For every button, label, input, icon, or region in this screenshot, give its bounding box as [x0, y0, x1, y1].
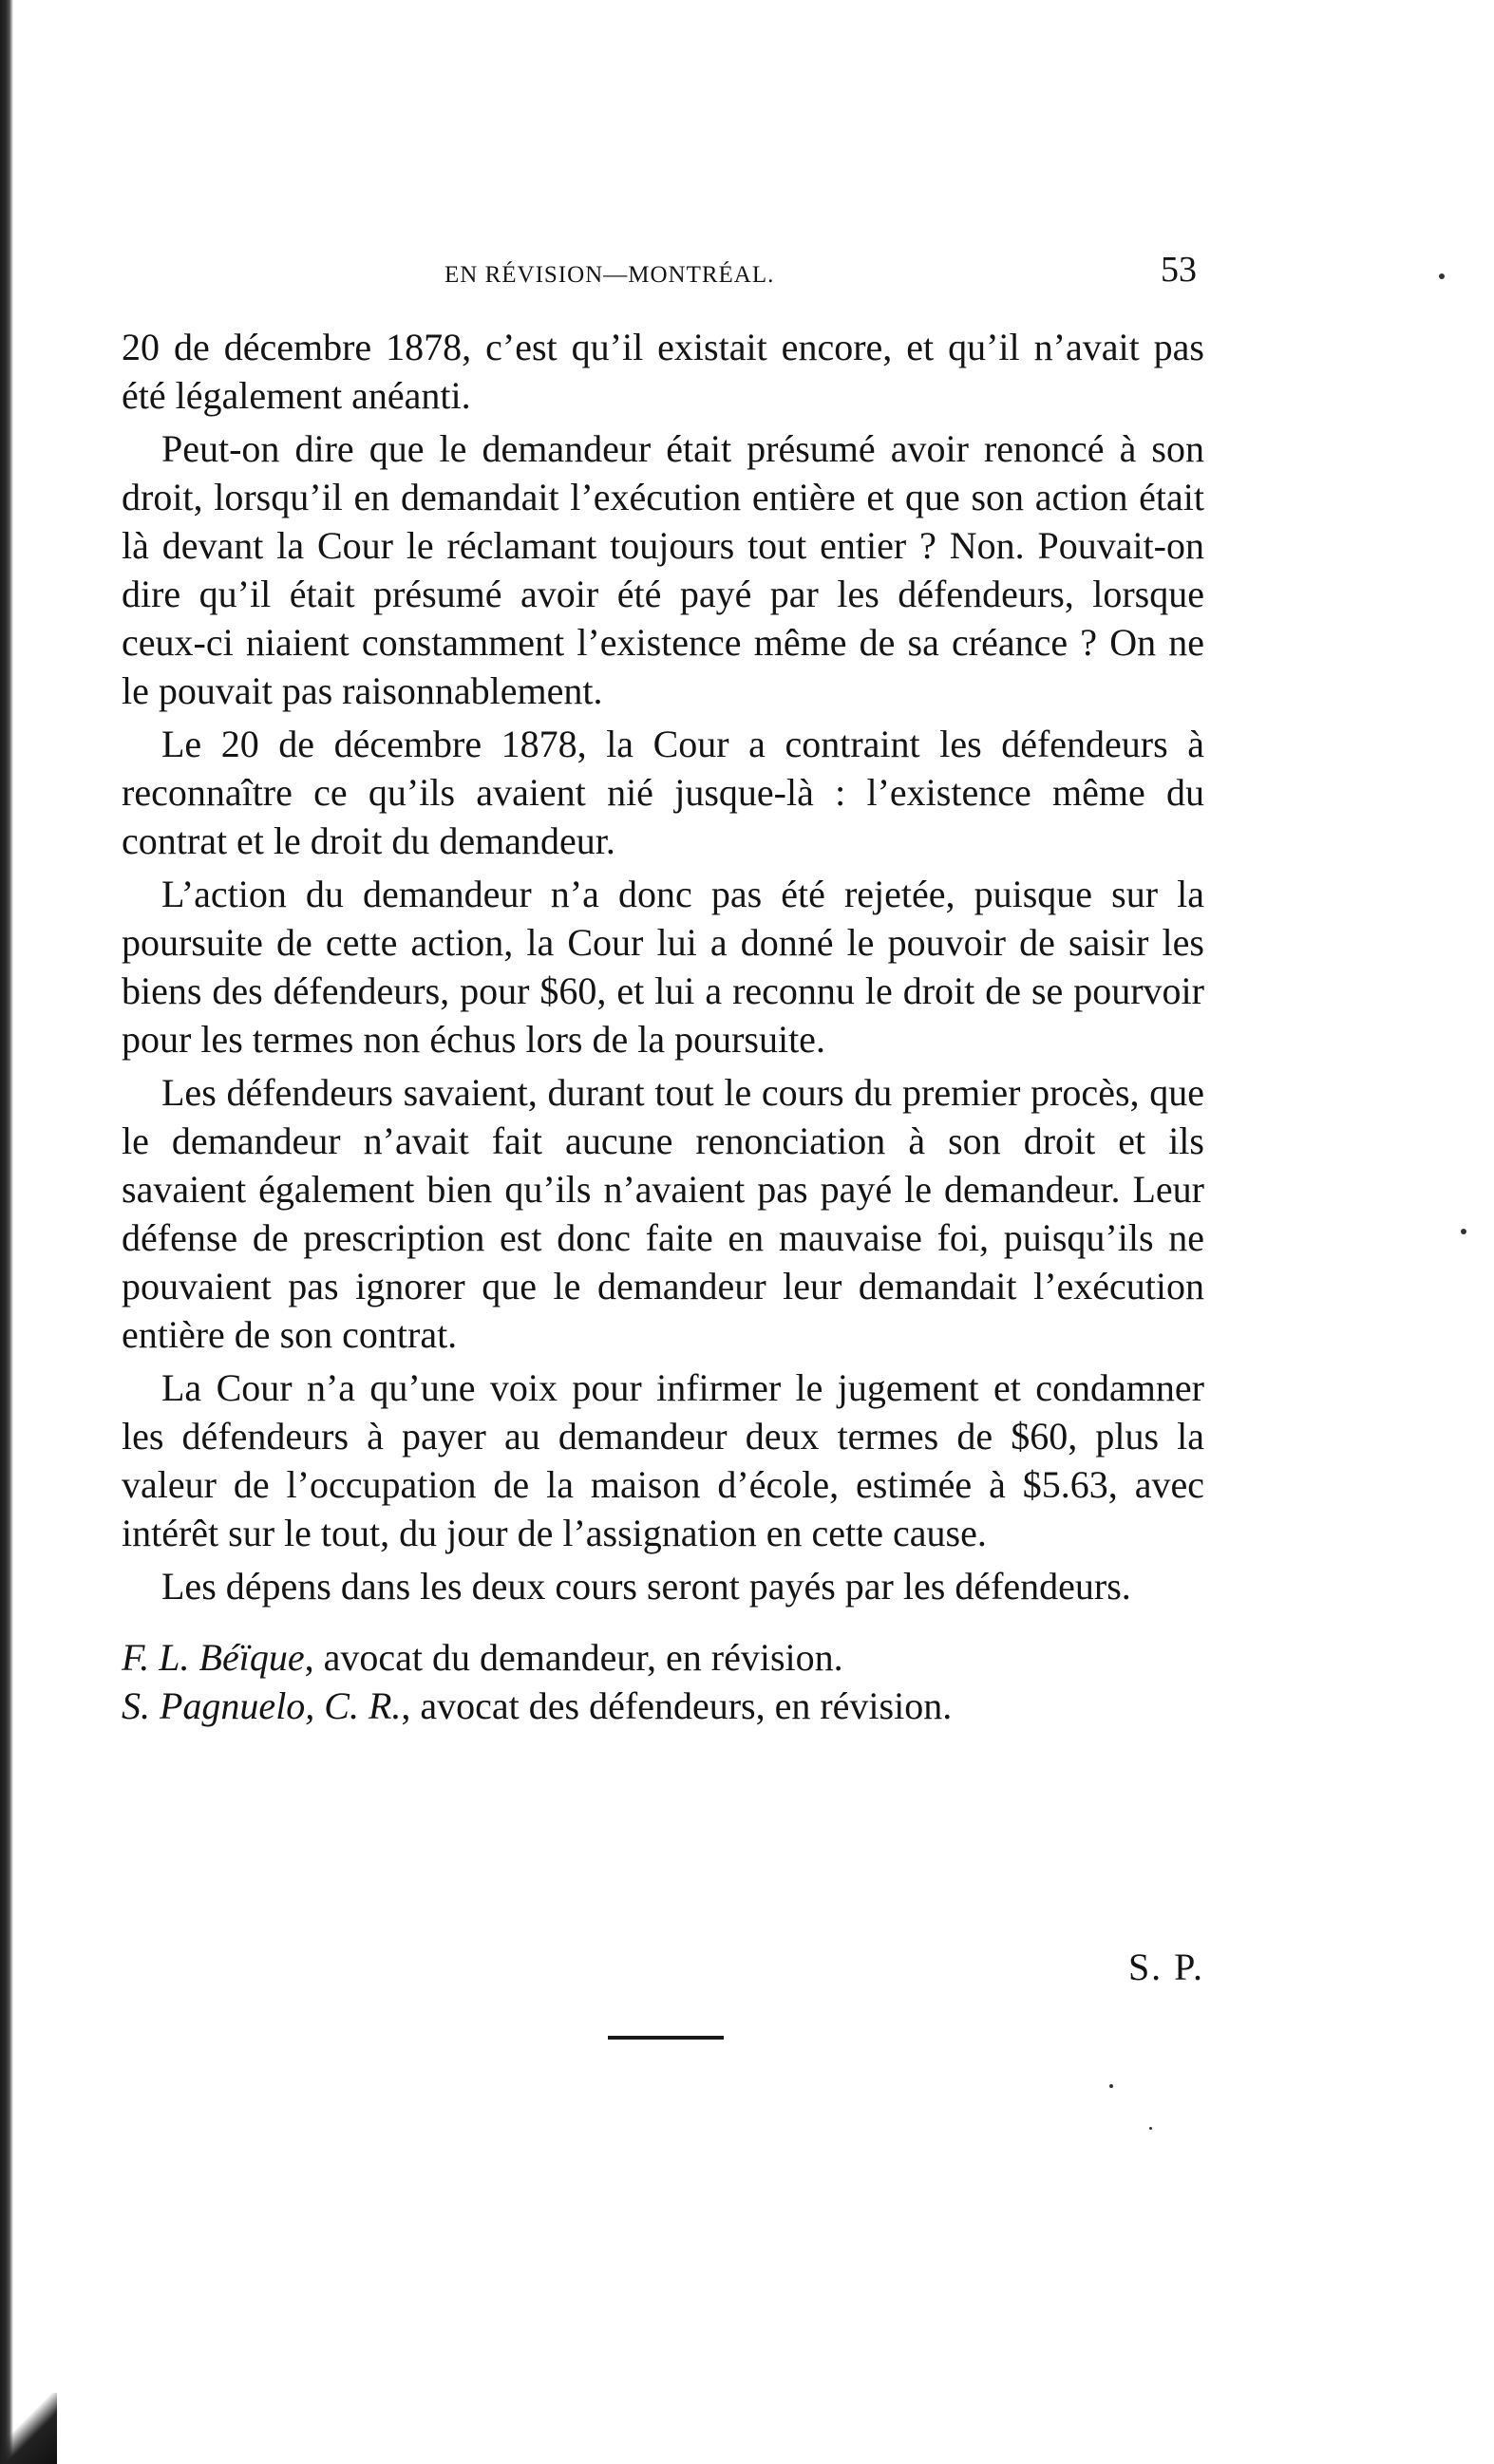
reporter-initials: S. P. [1127, 1946, 1204, 1988]
body-text [122, 323, 1204, 1730]
paragraph: Les défendeurs savaient, durant tout le cours du premier procès, que le demandeur n’avait fait aucune renonciation à son droit et ils savaient également bien qu’ils n’avaient pas payé le demandeur. Leur défense de prescription est donc faite en mauvaise foi, puisqu’ils ne pouvaient pas ignorer que le demandeur leur demandait l’exécution entière de son contrat. [122, 1071, 1204, 1356]
paragraph: La Cour n’a qu’une voix pour infirmer le jugement et condamner les défendeurs à payer au demandeur deux termes de $60, plus la valeur de l’occupation de la maison d’école, estimée à $5.63, avec intérêt sur le tout, du jour de l’assignation en cette cause. [122, 1366, 1204, 1554]
paragraph: Peut-on dire que le demandeur était présumé avoir renoncé à son droit, lorsqu’il en demandait l’exécution entière et que son action était là devant la Cour le réclamant toujours tout entier ? Non. Pouvait-on dire qu’il était présumé avoir été payé par les défendeurs, lorsque ceux-ci niaient constamment l’existence même de sa créance ? On ne le pouvait pas raisonnablement. [122, 427, 1204, 712]
scan-speck [1461, 1229, 1466, 1234]
end-rule [608, 2036, 724, 2040]
paragraph: Le 20 de décembre 1878, la Cour a contraint les défendeurs à reconnaître ce qu’ils avaient nié jusque-là : l’existence même du contrat et le droit du demandeur. [122, 723, 1204, 862]
scan-speck [1439, 273, 1445, 279]
counsel-role: , avocat des défendeurs, en révision. [401, 1684, 953, 1727]
counsel-defendants [122, 1682, 1204, 1730]
counsel-plaintiff [122, 1633, 1204, 1682]
scan-corner-shadow [0, 2393, 57, 2464]
paragraph: Les dépens dans les deux cours seront payés par les défendeurs. [161, 1565, 1131, 1608]
page-number: 53 [1161, 250, 1197, 290]
paragraph-continued: 20 de décembre 1878, c’est qu’il existait encore, et qu’il n’avait pas été légalement anéanti. [122, 326, 1204, 417]
page-header [122, 249, 1204, 296]
scan-binding-edge [0, 0, 13, 2464]
counsel-name: S. Pagnuelo, C. R. [122, 1684, 402, 1727]
scan-speck [1149, 2127, 1152, 2130]
counsel-name: F. L. Béïque [122, 1636, 305, 1679]
paragraph: L’action du demandeur n’a donc pas été rejetée, puisque sur la poursuite de cette action, la Cour lui a donné le pouvoir de saisir les biens des défendeurs, pour $60, et lui a reconnu le droit de se pourvoir pour les termes non échus lors de la poursuite. [122, 873, 1204, 1061]
running-head: EN RÉVISION—MONTRÉAL. [444, 262, 775, 288]
scan-speck [1109, 2084, 1113, 2088]
counsel-role: , avocat du demandeur, en révision. [304, 1636, 843, 1679]
